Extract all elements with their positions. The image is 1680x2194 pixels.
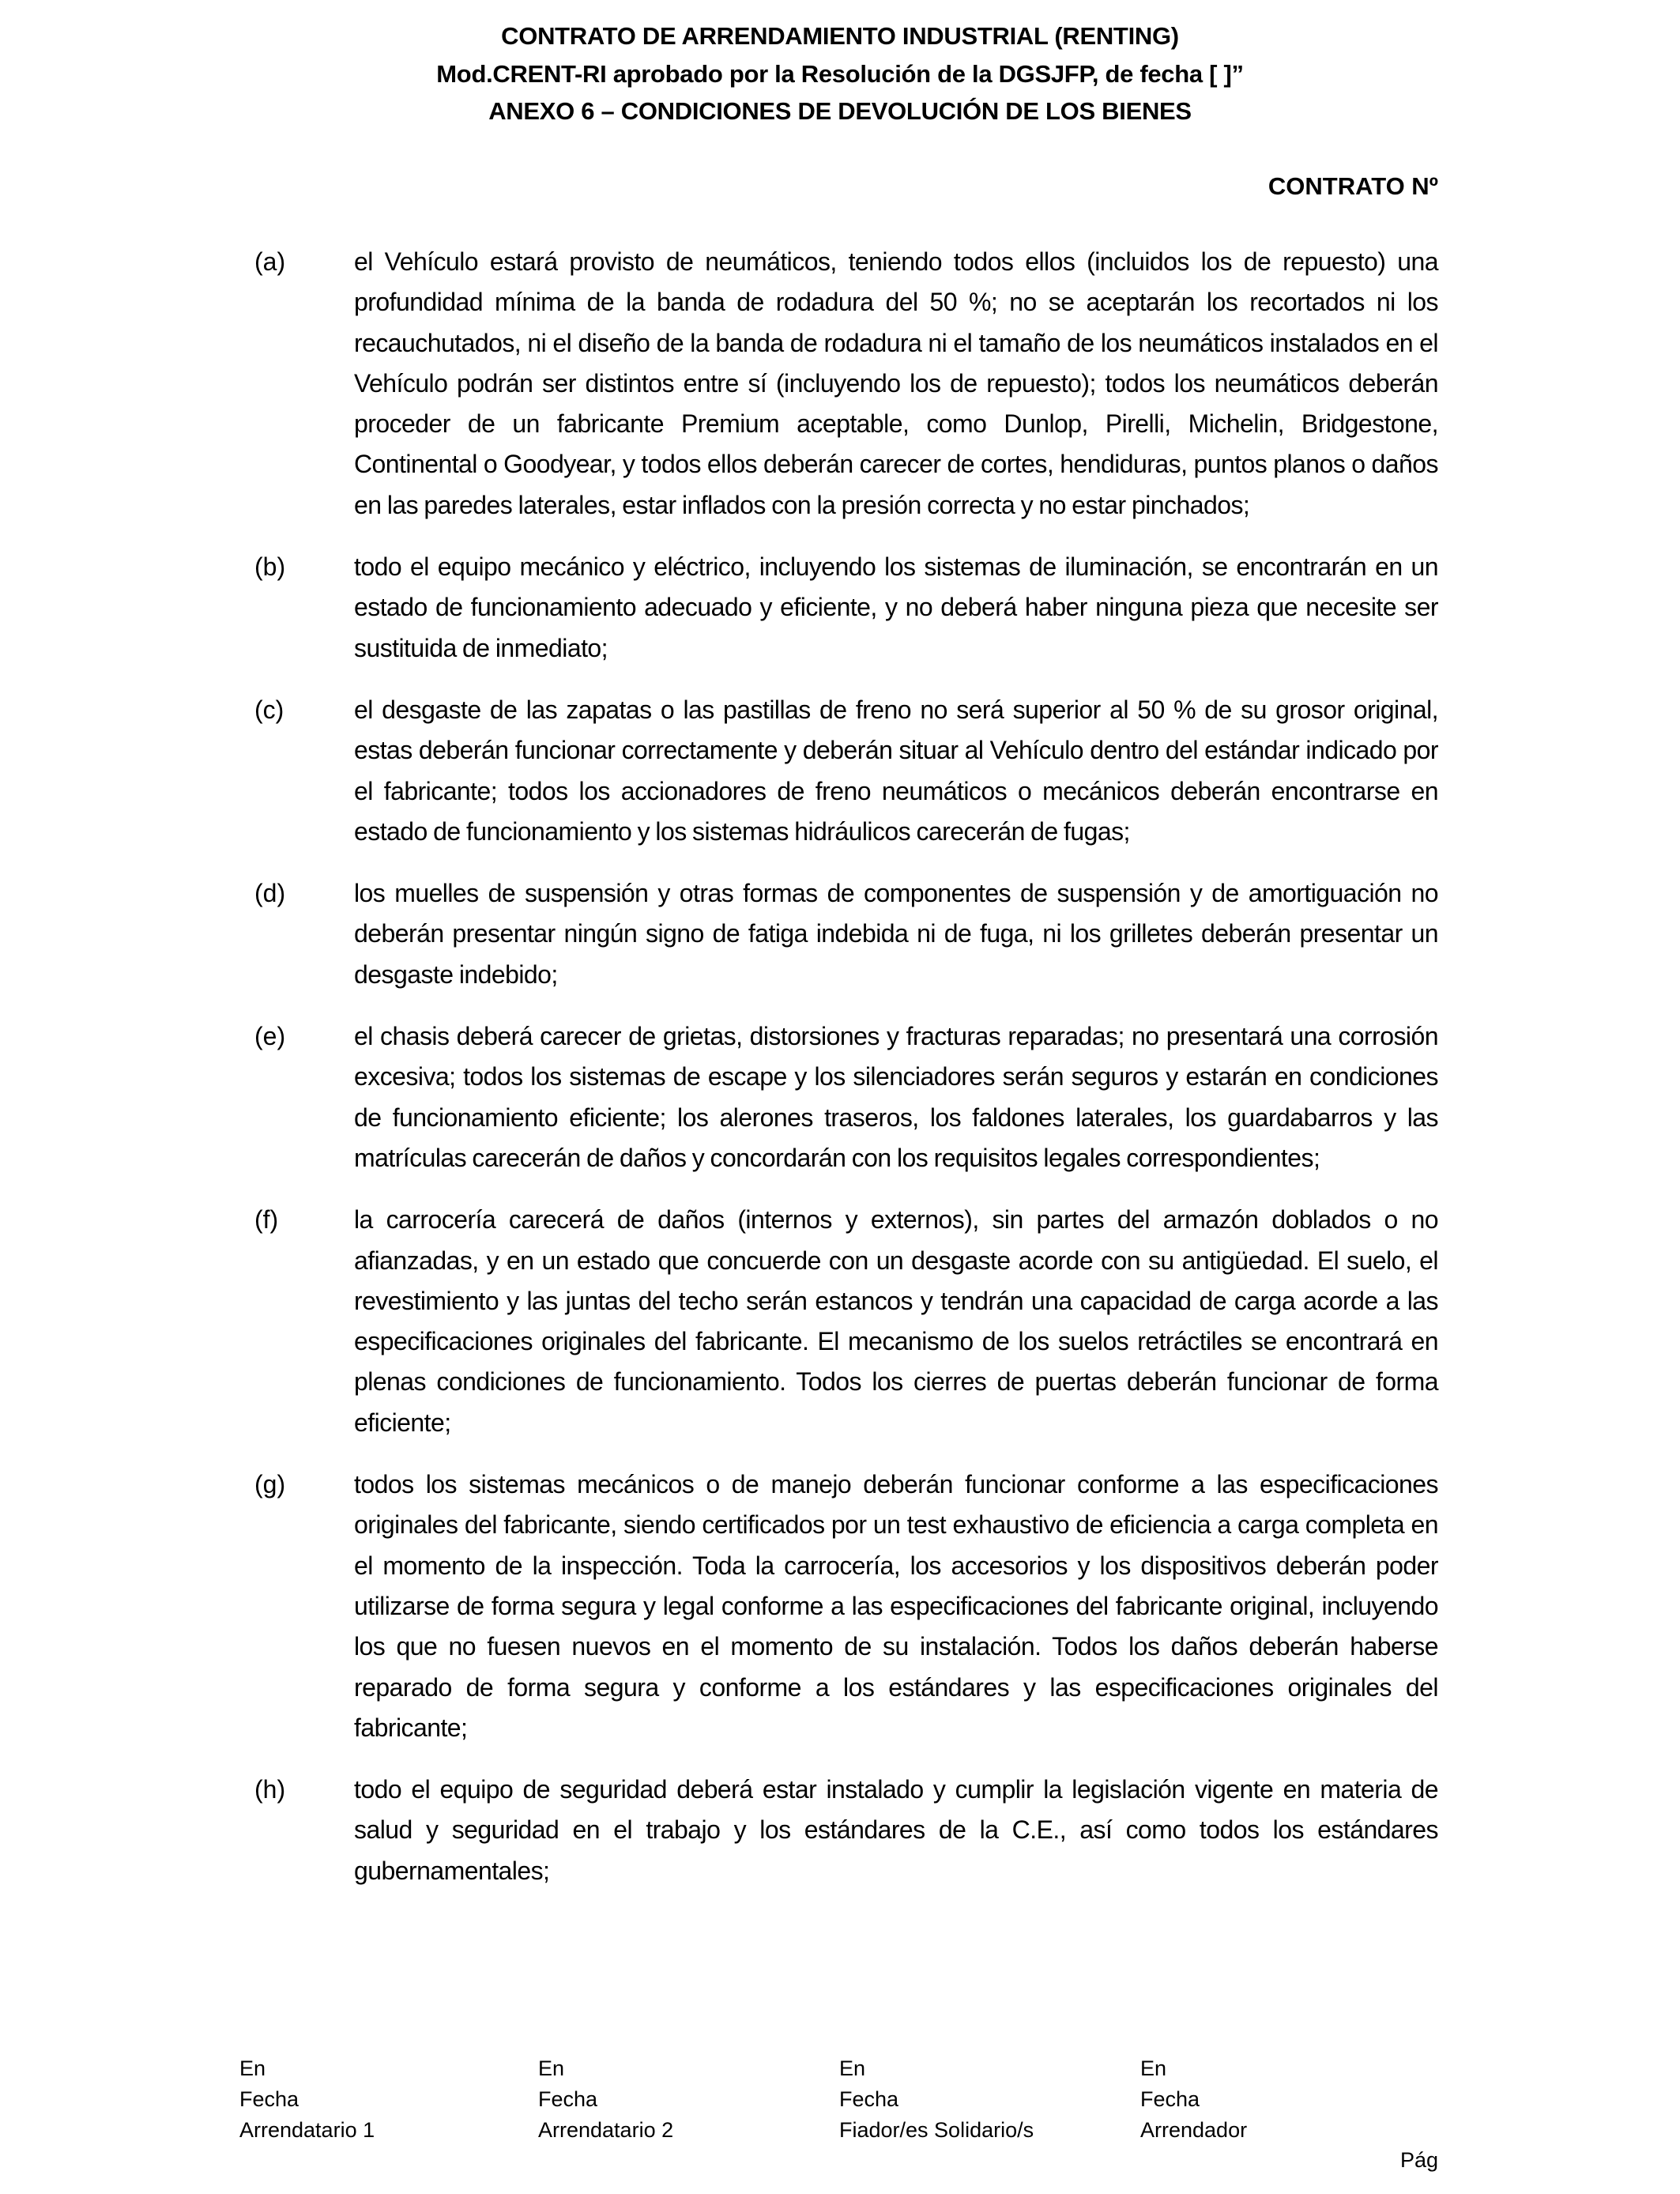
clause-item [254,1770,1438,1891]
clause-text: todos los sistemas mecánicos o de manejo deberán funcionar conforme a las especificaciones originales del fabricante, siendo certificados por un test exhaustivo de eficiencia a carga completa en el momento de la inspección. Toda la carrocería, los accesorios y los dispositivos deberán poder utilizarse de forma segura y legal conforme a las especificaciones del fabricante original, incluyendo los que no fuesen nuevos en el momento de su instalación. Todos los daños deberán haberse reparado de forma segura y conforme a los estándares y las especificaciones originales del fabricante; [354,1470,1438,1742]
contract-title: CONTRATO DE ARRENDAMIENTO INDUSTRIAL (RENTING) [501,22,1179,50]
clause-item [254,690,1438,852]
page-number-label: Pág [1400,2148,1439,2172]
clause-text: el desgaste de las zapatas o las pastillas de freno no será superior al 50 % de su grosor original, estas deberán funcionar correctamente y deberán situar al Vehículo dentro del estándar indicado por el fabricante; todos los accionadores de freno neumáticos o mecánicos deberán encontrarse en estado de funcionamiento y los sistemas hidráulicos carecerán de fugas; [354,695,1438,846]
clause-label: (d) [254,879,286,908]
clause-item [254,1200,1438,1443]
signature-block-arrendatario-2 [538,2053,673,2146]
place-label: En [538,2056,565,2080]
contract-model-subtitle: Mod.CRENT-RI aprobado por la Resolución de la DGSJFP, de fecha [ ]” [436,59,1244,88]
signature-block-arrendatario-1 [239,2053,375,2146]
clause-label: (e) [254,1022,286,1051]
signatory-role: Arrendatario 1 [239,2118,375,2142]
clause-text: los muelles de suspensión y otras formas de componentes de suspensión y de amortiguación no deberán presentar ningún signo de fatiga indebida ni de fuga, ni los grilletes deberán presentar un desgaste indebido; [354,879,1438,989]
clause-item [254,547,1438,669]
clause-text: todo el equipo de seguridad deberá estar instalado y cumplir la legislación vigente en materia de salud y seguridad en el trabajo y los estándares de la C.E., así como todos los estándares gubernamentales; [354,1775,1438,1885]
clause-label: (f) [254,1205,279,1235]
clause-item [254,1465,1438,1748]
annex-title: ANEXO 6 – CONDICIONES DE DEVOLUCIÓN DE LOS BIENES [488,97,1192,125]
clause-text: todo el equipo mecánico y eléctrico, incluyendo los sistemas de iluminación, se encontrarán en un estado de funcionamiento adecuado y eficiente, y no deberá haber ninguna pieza que necesite ser sustituida de inmediato; [354,552,1438,662]
place-label: En [239,2056,266,2080]
clause-text: el Vehículo estará provisto de neumáticos, teniendo todos ellos (incluidos los de repuesto) una profundidad mínima de la banda de rodadura del 50 %; no se aceptarán los recortados ni los recauchutados, ni el diseño de la banda de rodadura ni el tamaño de los neumáticos instalados en el Vehículo podrán ser distintos entre sí (incluyendo los de repuesto); todos los neumáticos deberán proceder de un fabricante Premium aceptable, como Dunlop, Pirelli, Michelin, Bridgestone, Continental o Goodyear, y todos ellos deberán carecer de cortes, hendiduras, puntos planos o daños en las paredes laterales, estar inflados con la presión correcta y no estar pinchados; [354,247,1438,519]
clause-label: (c) [254,695,284,724]
clause-label: (h) [254,1775,286,1804]
date-label: Fecha [839,2087,899,2111]
clause-item [254,873,1438,995]
clause-label: (b) [254,552,286,582]
clause-item [254,242,1438,526]
signature-footer [239,2053,1504,2148]
signature-block-arrendador [1140,2053,1247,2146]
document-header [0,17,1680,130]
signatory-role: Fiador/es Solidario/s [839,2118,1034,2142]
clause-item [254,1016,1438,1178]
signatory-role: Arrendatario 2 [538,2118,674,2142]
clause-text: la carrocería carecerá de daños (internos y externos), sin partes del armazón doblados o no afianzadas, y en un estado que concuerde con un desgaste acorde con su antigüedad. El suelo, el revestimiento y las juntas del techo serán estancos y tendrán una capacidad de carga acorde a las especificaciones originales del fabricante. El mecanismo de los suelos retráctiles se encontrará en plenas condiciones de funcionamiento. Todos los cierres de puertas deberán funcionar de forma eficiente; [354,1205,1438,1437]
clause-label: (a) [254,247,286,276]
date-label: Fecha [538,2087,598,2111]
signatory-role: Arrendador [1140,2118,1248,2142]
date-label: Fecha [1140,2087,1200,2111]
place-label: En [839,2056,866,2080]
signature-block-fiador [839,2053,1034,2146]
place-label: En [1140,2056,1167,2080]
clause-text: el chasis deberá carecer de grietas, distorsiones y fracturas reparadas; no presentará una corrosión excesiva; todos los sistemas de escape y los silenciadores serán seguros y estarán en condiciones de funcionamiento eficiente; los alerones traseros, los faldones laterales, los guardabarros y las matrículas carecerán de daños y concordarán con los requisitos legales correspondientes; [354,1022,1438,1172]
date-label: Fecha [239,2087,299,2111]
clause-list [254,242,1438,1913]
contract-number-label: CONTRATO Nº [1268,172,1438,200]
clause-label: (g) [254,1470,286,1499]
